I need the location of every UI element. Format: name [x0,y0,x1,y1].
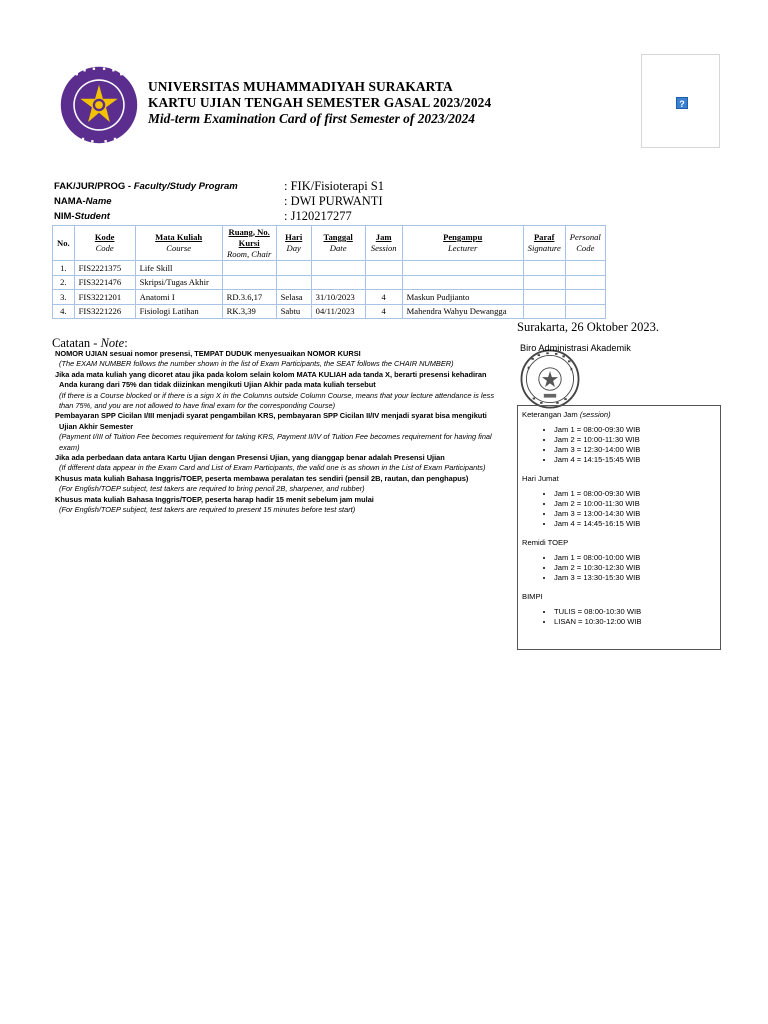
remedi-title: Remidi TOEP [522,538,569,547]
header-lecturer: Pengampu Lecturer [402,226,523,261]
header-session: Jam Session [365,226,402,261]
note-item [55,453,500,474]
table-row [53,261,606,276]
nim-value: : J120217277 [284,209,352,223]
card-title: KARTU UJIAN TENGAH SEMESTER GASAL 2023/2024 [148,95,492,110]
cell-code: FIS3221476 [74,275,135,290]
cell-no: 3. [53,290,75,305]
session-times-box [517,405,721,650]
name-value: : DWI PURWANTI [284,194,383,208]
bimpi-title: BIMPI [522,592,543,601]
notes-list [55,349,500,516]
cell-signature [523,304,565,319]
program-label: FAK/JUR/PROG - Faculty/Study Program [54,181,238,192]
table-header-row [53,226,606,261]
cell-personal-code [565,261,605,276]
list-item: • Jam 1 = 08:00-09:30 WIB [554,425,720,435]
cell-lecturer: Mahendra Wahyu Dewangga [402,304,523,319]
table-row [53,304,606,319]
cell-day [276,275,311,290]
note-text: NOMOR UJIAN sesuai nomor presensi, TEMPAT DUDUK menyesuaikan NOMOR KURSI [55,349,361,358]
header-day: Hari Day [276,226,311,261]
list-item: • Jam 2 = 10:00-11:30 WIB [554,435,720,445]
office-name: Biro Administrasi Akademik [520,343,631,353]
note-item [55,411,500,453]
list-item: • Jam 4 = 14:45-16:15 WIB [554,519,720,529]
list-item: • Jam 3 = 12:30-14:00 WIB [554,445,720,455]
sessions-title-english: (session) [579,410,611,419]
cell-no: 2. [53,275,75,290]
note-text: Jika ada mata kuliah yang dicoret atau jika pada kolom selain kolom MATA KULIAH ada tanda X, berarti presensi kehadiran Anda kurang dari 75% dan tidak diizinkan mengikuti Ujian Akhir pada mata kuliah tersebut [55,369,487,390]
university-name: UNIVERSITAS MUHAMMADIYAH SURAKARTA [148,79,453,94]
cell-session [365,275,402,290]
cell-session: 4 [365,290,402,305]
cell-course: Skripsi/Tugas Akhir [135,275,222,290]
note-text: Khusus mata kuliah Bahasa Inggris/TOEP, peserta membawa peralatan tes sendiri (pensil 2B, rautan, dan penghapus) [55,473,469,483]
cell-date [311,261,365,276]
cell-lecturer: Maskun Pudjianto [402,290,523,305]
cell-course: Fisiologi Latihan [135,304,222,319]
friday-sessions [522,474,720,529]
cell-signature [523,275,565,290]
note-text: Jika ada perbedaan data antara Kartu Ujian dengan Presensi Ujian, yang dianggap benar adalah Presensi Ujian [55,453,445,463]
note-item [55,474,500,495]
cell-personal-code [565,290,605,305]
cell-lecturer [402,261,523,276]
cell-course: Life Skill [135,261,222,276]
cell-code: FIS2221375 [74,261,135,276]
cell-session [365,261,402,276]
cell-room: RK.3,39 [222,304,276,319]
cell-personal-code [565,275,605,290]
program-value: : FIK/Fisioterapi S1 [284,179,385,193]
table-row [53,290,606,305]
list-item: • Jam 3 = 13:00-14:30 WIB [554,509,720,519]
note-translation: (For English/TOEP subject, test takers are required to bring pencil 2B, sharpener, and rubber) [59,484,365,494]
weekday-sessions [522,410,720,465]
cell-signature [523,290,565,305]
university-logo [60,66,138,144]
cell-date: 31/10/2023 [311,290,365,305]
note-text: Pembayaran SPP Cicilan I/III menjadi syarat pengambilan KRS, pembayaran SPP Cicilan II/IV menjadi syarat bisa mengikuti Ujian Akhir Semester [55,411,487,431]
header-signature: Paraf Signature [523,226,565,261]
student-photo [641,54,720,148]
card-title-english: Mid-term Examination Card of first Semester of 2023/2024 [148,111,475,126]
header-personal-code: Personal Code [565,226,605,261]
cell-room: RD.3.6,17 [222,290,276,305]
header-course: Mata Kuliah Course [135,226,222,261]
cell-day [276,261,311,276]
header-no: No. [53,226,75,261]
list-item: • Jam 4 = 14:15-15:45 WIB [554,455,720,465]
cell-room [222,275,276,290]
official-stamp [519,348,581,410]
sessions-title: Keterangan Jam [522,410,580,419]
broken-image-icon: ? [676,97,688,109]
cell-no: 4. [53,304,75,319]
note-translation: (Payment I/III of Tuition Fee becomes requirement for taking KRS, Payment II/IV of Tuition Fee becomes requirement for having final exam) [59,432,492,452]
cell-day: Selasa [276,290,311,305]
note-item [55,370,500,412]
cell-date [311,275,365,290]
list-item: • Jam 3 = 13:30-15:30 WIB [554,573,720,583]
header-room: Ruang, No. Kursi Room, Chair [222,226,276,261]
cell-code: FIS3221226 [74,304,135,319]
cell-signature [523,261,565,276]
cell-course: Anatomi I [135,290,222,305]
exam-schedule-table [52,225,606,319]
list-item: • TULIS = 08:00-10:30 WIB [554,607,720,617]
nim-label: NIM-Student [54,211,110,222]
table-row [53,275,606,290]
cell-day: Sabtu [276,304,311,319]
cell-code: FIS3221201 [74,290,135,305]
place-date: Surakarta, 26 Oktober 2023. [517,320,659,334]
header-date: Tanggal Date [311,226,365,261]
cell-lecturer [402,275,523,290]
cell-session: 4 [365,304,402,319]
remedi-sessions [522,538,720,583]
list-item: • Jam 1 = 08:00-09:30 WIB [554,489,720,499]
cell-date: 04/11/2023 [311,304,365,319]
note-item [55,349,500,370]
list-item: • Jam 2 = 10:00-11:30 WIB [554,499,720,509]
note-item [55,495,500,516]
list-item: • Jam 1 = 08:00-10:00 WIB [554,553,720,563]
cell-no: 1. [53,261,75,276]
friday-title: Hari Jumat [522,474,559,483]
list-item: • LISAN = 10:30-12:00 WIB [554,617,720,627]
cell-personal-code [565,304,605,319]
note-translation: (For English/TOEP subject, test takers are required to present 15 minutes before test start) [59,505,356,515]
notes-title: Catatan - Note: [52,336,128,350]
note-text: Khusus mata kuliah Bahasa Inggris/TOEP, peserta harap hadir 15 menit sebelum jam mulai [55,494,374,504]
title-block [148,79,491,127]
note-translation: (If different data appear in the Exam Card and List of Exam Participants, the valid one is as shown in the List of Exam Participants) [59,463,486,473]
note-translation: (If there is a Course blocked or if there is a sign X in the Columns outside Column Course, means that your lecture attendance is less than 75%, and you are not allowed to have final exam for the corresponding Course) [59,390,495,411]
bimpi-sessions [522,592,720,627]
note-translation: (The EXAM NUMBER follows the number shown in the list of Exam Participants, the SEAT follows the CHAIR NUMBER) [59,359,454,369]
header-code: Kode Code [74,226,135,261]
cell-room [222,261,276,276]
name-label: NAMA-Name [54,196,112,207]
list-item: • Jam 2 = 10:30-12:30 WIB [554,563,720,573]
